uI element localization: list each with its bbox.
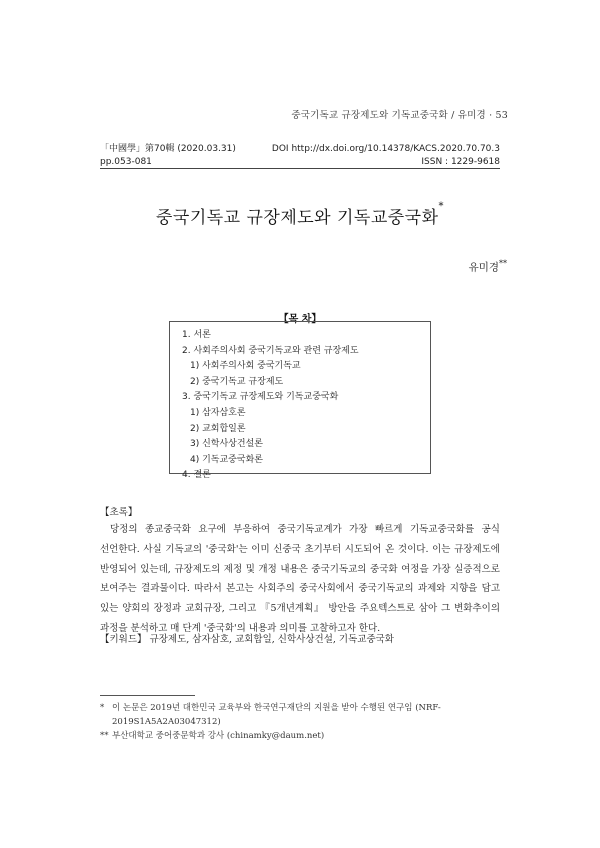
abstract-text: 당정의 종교중국화 요구에 부응하여 중국기독교계가 가장 빠르게 기독교중국화를 공식 선언한다. 사실 기독교의 '중국화'는 이미 신중국 초기부터 시도되어 온 것이다. 이는 규장제도에 반영되어 있는데, 규장제도의 제정 및 개정 내용은 중국기독교의 중국화 여정을 가장 실증적으로 보여주는 결과물이다. 따라서 본고는 사회주의 중국사회에서 중국기독교의 과제와 지향을 담고 있는 양회의 장정과 교회규장, 그리고 『5개년계획』 방안을 주요텍스트로 삼아 그 변화추이의 과정을 분석하고 매 단계 '중국화'의 내용과 의미를 고찰하고자 한다. xyxy=(100,524,500,634)
keywords-text: 규장제도, 삼자삼호, 교회합일, 신학사상건설, 기독교중국화 xyxy=(149,634,394,645)
doi-link[interactable]: DOI http://dx.doi.org/10.14378/KACS.2020.70.70.3 xyxy=(271,144,500,154)
footnotes xyxy=(100,701,500,743)
journal-info: 「中國學」第70輯 (2020.03.31) xyxy=(100,144,236,154)
paper-title xyxy=(0,203,600,228)
author-name: 유미경 xyxy=(468,261,499,274)
toc-subitem: 4) 기독교중국화론 xyxy=(190,454,263,465)
toc-subitem: 1) 삼자삼호론 xyxy=(190,407,246,418)
meta-divider xyxy=(100,168,500,169)
toc-item: 3. 중국기독교 규장제도와 기독교중국화 xyxy=(182,392,339,403)
running-head: 중국기독교 규장제도와 기독교중국화 / 유미경 · 53 xyxy=(291,110,508,121)
footnote xyxy=(100,701,500,729)
abstract-label: 【초록】 xyxy=(100,507,138,518)
footnote-divider xyxy=(100,695,195,696)
footnote-text: 부산대학교 중어중문학과 강사 (chinamky@daum.net) xyxy=(112,731,325,741)
footnote-text: 이 논문은 2019년 대한민국 교육부와 한국연구재단의 지원을 받아 수행된 연구임 (NRF-2019S1A5A2A03047312) xyxy=(112,703,441,727)
author xyxy=(469,259,507,275)
toc-item: 1. 서론 xyxy=(182,330,211,340)
toc-heading: 【목 차】 xyxy=(278,314,322,325)
title-footnote-mark: * xyxy=(438,201,445,212)
issn: ISSN : 1229-9618 xyxy=(421,157,500,167)
toc-subitem: 2) 중국기독교 규장제도 xyxy=(190,376,284,387)
footnote-mark: ** xyxy=(100,731,109,741)
toc-subitem: 3) 신학사상건설론 xyxy=(190,439,263,450)
footnote xyxy=(100,729,500,743)
keywords xyxy=(100,631,500,645)
table-of-contents xyxy=(182,328,359,484)
footnote-mark: * xyxy=(100,703,105,713)
article-meta xyxy=(100,143,500,169)
toc-item: 4. 결론 xyxy=(182,470,211,481)
page-range: pp.053-081 xyxy=(100,157,152,167)
author-footnote-mark: ** xyxy=(499,259,507,268)
toc-item: 2. 사회주의사회 중국기독교와 관련 규장제도 xyxy=(182,345,359,356)
paper-title-text: 중국기독교 규장제도와 기독교중국화 xyxy=(155,208,439,228)
keywords-label: 【키워드】 xyxy=(100,634,147,645)
toc-subitem: 1) 사회주의사회 중국기독교 xyxy=(190,361,301,372)
toc-subitem: 2) 교회합일론 xyxy=(190,423,246,434)
